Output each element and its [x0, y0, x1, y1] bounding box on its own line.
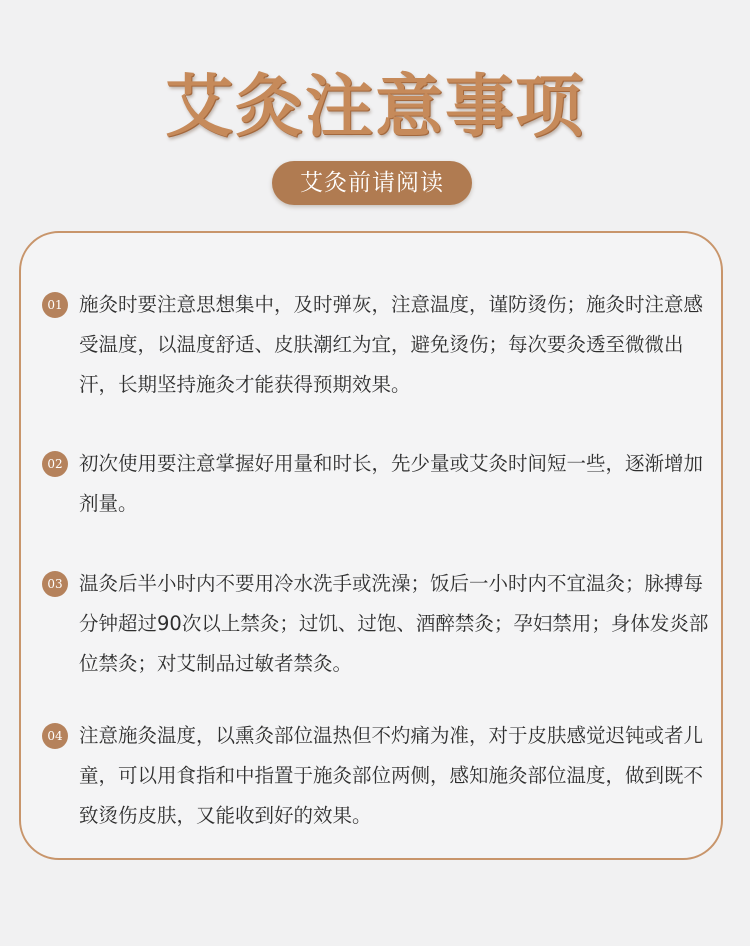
page-title: 艾灸注意事项 — [164, 67, 585, 147]
number-badge: 04 — [42, 723, 68, 749]
note-text: 注意施灸温度，以熏灸部位温热但不灼痛为准，对于皮肤感觉迟钝或者儿童，可以用食指和中指置于施灸部位两侧，感知施灸部位温度，做到既不致烫伤皮肤，又能收到好的效果。 — [79, 724, 704, 827]
notes-card — [19, 231, 723, 860]
note-text: 温灸后半小时内不要用冷水洗手或洗澡；饭后一小时内不宜温灸；脉搏每分钟超过90次以上禁灸；过饥、过饱、酒醉禁灸；孕妇禁用；身体发炎部位禁灸；对艾制品过敏者禁灸。 — [79, 572, 709, 675]
number-badge: 03 — [42, 571, 68, 597]
number-badge: 01 — [42, 292, 68, 318]
subtitle-badge: 艾灸前请阅读 — [272, 161, 472, 205]
note-text: 初次使用要注意掌握好用量和时长，先少量或艾灸时间短一些，逐渐增加剂量。 — [79, 452, 704, 515]
note-text: 施灸时要注意思想集中，及时弹灰，注意温度，谨防烫伤；施灸时注意感受温度，以温度舒适、皮肤潮红为宜，避免烫伤；每次要灸透至微微出汗，长期坚持施灸才能获得预期效果。 — [79, 293, 704, 396]
number-badge: 02 — [42, 451, 68, 477]
